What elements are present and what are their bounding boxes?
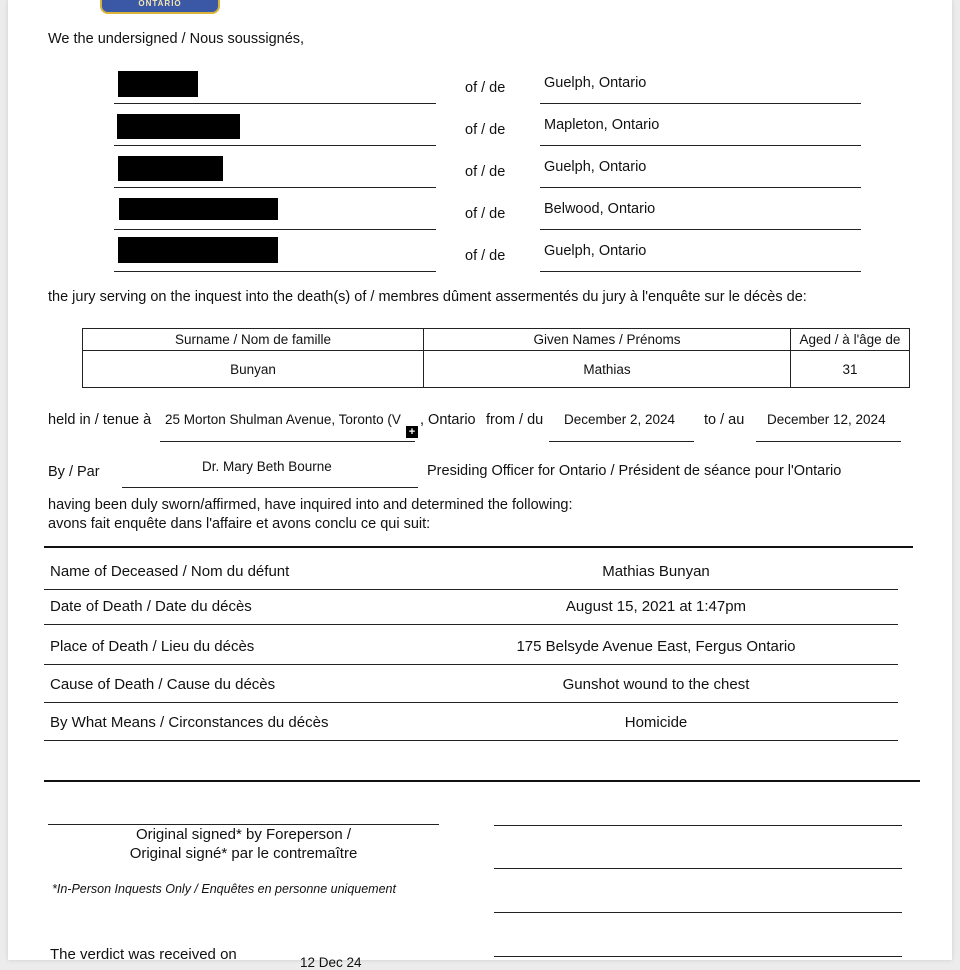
ontario-label: , Ontario xyxy=(420,412,476,428)
juror-place: Belwood, Ontario xyxy=(544,201,656,217)
from-label: from / du xyxy=(486,412,544,428)
juror-place: Guelph, Ontario xyxy=(544,243,647,259)
table-header-row xyxy=(83,329,910,351)
ontario-crest-logo: ONTARIO xyxy=(100,0,220,14)
table-row xyxy=(83,351,910,388)
finding-label: Cause of Death / Cause du décès xyxy=(50,676,276,693)
juror-signature-line xyxy=(494,956,902,957)
juror-signature-line xyxy=(494,912,902,913)
expand-field-icon[interactable]: + xyxy=(406,426,418,438)
finding-value: Mathias Bunyan xyxy=(602,563,710,580)
aged-header: Aged / à l'âge de xyxy=(791,329,910,351)
in-person-note: *In-Person Inquests Only / Enquêtes en personne uniquement xyxy=(52,882,396,896)
of-label: of / de xyxy=(465,122,506,138)
given-names-cell: Mathias xyxy=(424,351,791,388)
presiding-officer-role: Presiding Officer for Ontario / Président de séance pour l'Ontario xyxy=(427,463,842,479)
finding-label: By What Means / Circonstances du décès xyxy=(50,714,329,731)
by-label: By / Par xyxy=(48,464,100,480)
redacted-name xyxy=(117,114,240,139)
finding-label: Date of Death / Date du décès xyxy=(50,598,252,615)
finding-value: 175 Belsyde Avenue East, Fergus Ontario xyxy=(516,638,796,655)
foreperson-signed-line-1: Original signed* by Foreperson / xyxy=(135,826,352,843)
of-label: of / de xyxy=(465,164,506,180)
finding-value: August 15, 2021 at 1:47pm xyxy=(565,598,747,615)
of-label: of / de xyxy=(465,80,506,96)
held-location-field[interactable]: 25 Morton Shulman Avenue, Toronto (V xyxy=(165,412,401,427)
finding-value: Gunshot wound to the chest xyxy=(562,676,750,693)
of-label: of / de xyxy=(465,206,506,222)
presiding-officer-name: Dr. Mary Beth Bourne xyxy=(202,459,332,474)
undersigned-heading: We the undersigned / Nous soussignés, xyxy=(48,31,305,47)
verdict-received-date: 12 Dec 24 xyxy=(300,955,362,970)
jury-statement: the jury serving on the inquest into the death(s) of / membres dûment assermentés du jury à l'enquête sur le décès de: xyxy=(48,289,807,305)
held-in-label: held in / tenue à xyxy=(48,412,152,428)
juror-signature-line xyxy=(494,825,902,826)
given-names-header: Given Names / Prénoms xyxy=(424,329,791,351)
finding-label: Name of Deceased / Nom du défunt xyxy=(50,563,290,580)
from-date-field[interactable]: December 2, 2024 xyxy=(564,412,676,427)
sworn-line-1: having been duly sworn/affirmed, have inquired into and determined the following: xyxy=(48,497,573,513)
redacted-name xyxy=(118,237,278,263)
deceased-table xyxy=(82,328,910,388)
redacted-name xyxy=(119,198,278,220)
juror-place: Mapleton, Ontario xyxy=(544,117,660,133)
surname-cell: Bunyan xyxy=(83,351,424,388)
document-page xyxy=(8,0,952,970)
redacted-name xyxy=(118,156,223,181)
sworn-line-2: avons fait enquête dans l'affaire et avons conclu ce qui suit: xyxy=(48,516,431,532)
verdict-received-label: The verdict was received on xyxy=(50,946,237,963)
to-label: to / au xyxy=(704,412,745,428)
redacted-name xyxy=(118,71,198,97)
of-label: of / de xyxy=(465,248,506,264)
finding-value: Homicide xyxy=(624,714,688,731)
foreperson-signed-line-2: Original signé* par le contremaître xyxy=(129,845,358,862)
juror-place: Guelph, Ontario xyxy=(544,159,647,175)
finding-label: Place of Death / Lieu du décès xyxy=(50,638,255,655)
juror-signature-line xyxy=(494,868,902,869)
juror-place: Guelph, Ontario xyxy=(544,75,647,91)
to-date-field[interactable]: December 12, 2024 xyxy=(767,412,886,427)
aged-cell: 31 xyxy=(791,351,910,388)
foreperson-signature-line xyxy=(48,824,439,825)
surname-header: Surname / Nom de famille xyxy=(83,329,424,351)
